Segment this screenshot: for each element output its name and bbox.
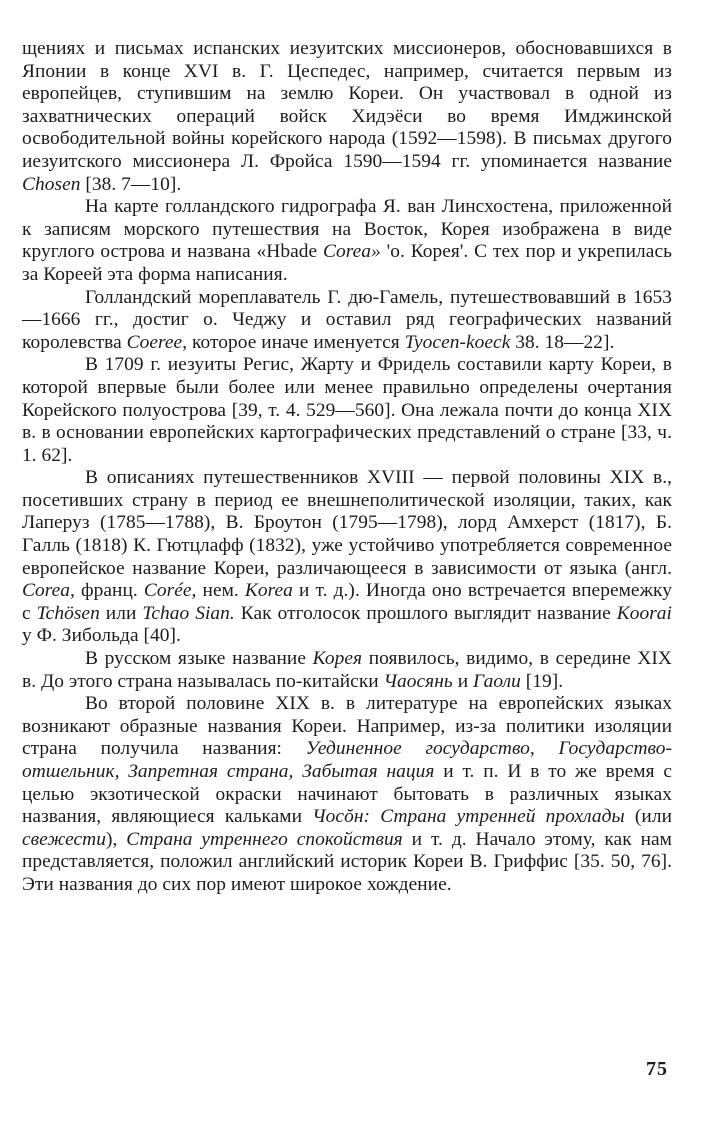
italic-text: Tchao Sian. xyxy=(142,602,235,624)
text-run: В русском языке название xyxy=(85,648,313,670)
paragraph xyxy=(22,693,672,896)
text-run: франц. xyxy=(74,580,144,602)
text-run: и т. д. Начало этому, как нам представляется, положил английский историк Кореи В. Гриффис [35. 50, 76]. Эти названия до сих пор имеют широкое хождение. xyxy=(22,828,672,895)
text-run: 38. 18—22]. xyxy=(510,331,615,353)
paragraph xyxy=(22,38,672,196)
paragraph xyxy=(22,467,672,648)
body-text xyxy=(22,38,672,897)
text-run: [38. 7—10]. xyxy=(80,173,182,195)
text-run: нем. xyxy=(196,580,245,602)
text-run: и т. д.). Иногда оно встречается вперемежку с xyxy=(22,580,672,624)
italic-text: Chosen xyxy=(22,173,81,195)
text-run: и т. п. И в то же время с целью экзотической окраски начинают бытовать в различных языках названия, являющиеся кальками xyxy=(22,761,673,828)
text-run: [19]. xyxy=(520,670,564,692)
italic-text: Чаосянь xyxy=(383,670,453,692)
text-run: (или xyxy=(624,806,673,828)
text-run: появилось, видимо, в середине XIX в. До этого страна называлась по-китайски xyxy=(22,648,672,692)
italic-text: Corea, xyxy=(22,580,75,602)
paragraph xyxy=(22,196,672,286)
italic-text: Coeree xyxy=(126,331,183,353)
text-run: В описаниях путешественников XVIII — первой половины XIX в., посетивших страну в период ее внешнеполитической изоляции, таких, как Лаперуз (1785—1788), В. Броутон (1795—1798), лорд Амхерст (1817), Б. Галль (1818) К. Гютцлафф (1832), уже устойчиво употребляется современное европейское название Кореи, различающееся в зависимости от языка (англ. xyxy=(22,467,672,579)
text-run: или xyxy=(99,602,143,624)
italic-text: Уединенное государство, Государство-отшельник, Запретная страна, Забытая нация xyxy=(22,738,672,782)
italic-text: Koorai xyxy=(616,602,672,624)
text-run: Как отголосок прошлого выглядит название xyxy=(234,602,617,624)
text-run: 'о. Корея'. С тех пор и укрепилась за Кореей эта форма написания. xyxy=(22,241,672,285)
page-number: 75 xyxy=(646,1058,668,1080)
text-run: и xyxy=(452,670,474,692)
italic-text: Tyocen-koeck xyxy=(404,331,511,353)
italic-text: Corée, xyxy=(143,580,197,602)
text-run: ), xyxy=(105,828,127,850)
paragraph xyxy=(22,354,672,467)
italic-text: Tchösen xyxy=(36,602,100,624)
italic-text: Чосŏн: Страна утренней прохлады xyxy=(312,806,625,828)
text-run: , которое иначе именуется xyxy=(182,331,405,353)
italic-text: Гаоли xyxy=(473,670,521,692)
text-run: Голландский мореплаватель Г. дю-Гамель, путешествовавший в 1653—1666 гг., достиг о. Чеджу и оставил ряд географических названий королевства xyxy=(22,286,672,353)
text-run: у Ф. Зибольда [40]. xyxy=(22,625,181,647)
text-run: На карте голландского гидрографа Я. ван Линсхостена, приложенной к записям морского путешествия на Восток, Корея изображена в виде круглого острова и названа «Hbade xyxy=(22,196,672,263)
text-run: щениях и письмах испанских иезуитских миссионеров, обосновавшихся в Японии в конце XVI в. Г. Цеспедес, например, считается первым из европейцев, ступившим на землю Кореи. Он участвовал в одной из захватнических операций войск Хидэёси во время Имджинской освободительной войны корейского народа (1592—1598). В письмах другого иезуитского миссионера Л. Фройса 1590—1594 гг. упоминается название xyxy=(22,38,672,172)
italic-text: Корея xyxy=(312,648,363,670)
italic-text: свежести xyxy=(22,828,106,850)
italic-text: Korea xyxy=(244,580,293,602)
paragraph xyxy=(22,287,672,355)
paragraph xyxy=(22,648,672,693)
text-run: В 1709 г. иезуиты Регис, Жарту и Фридель составили карту Кореи, в которой впервые были более или менее правильно определены очертания Корейского полуострова [39, т. 4. 529—560]. Она лежала почти до конца XIX в. в основании европейских картографических представлений о стране [33, ч. 1. 62]. xyxy=(22,354,672,466)
italic-text: Corea» xyxy=(323,241,381,263)
text-run: Во второй половине XIX в. в литературе на европейских языках возникают образные названия Кореи. Например, из-за политики изоляции страна получила названия: xyxy=(22,693,672,760)
italic-text: Страна утреннего спокойствия xyxy=(126,828,403,850)
